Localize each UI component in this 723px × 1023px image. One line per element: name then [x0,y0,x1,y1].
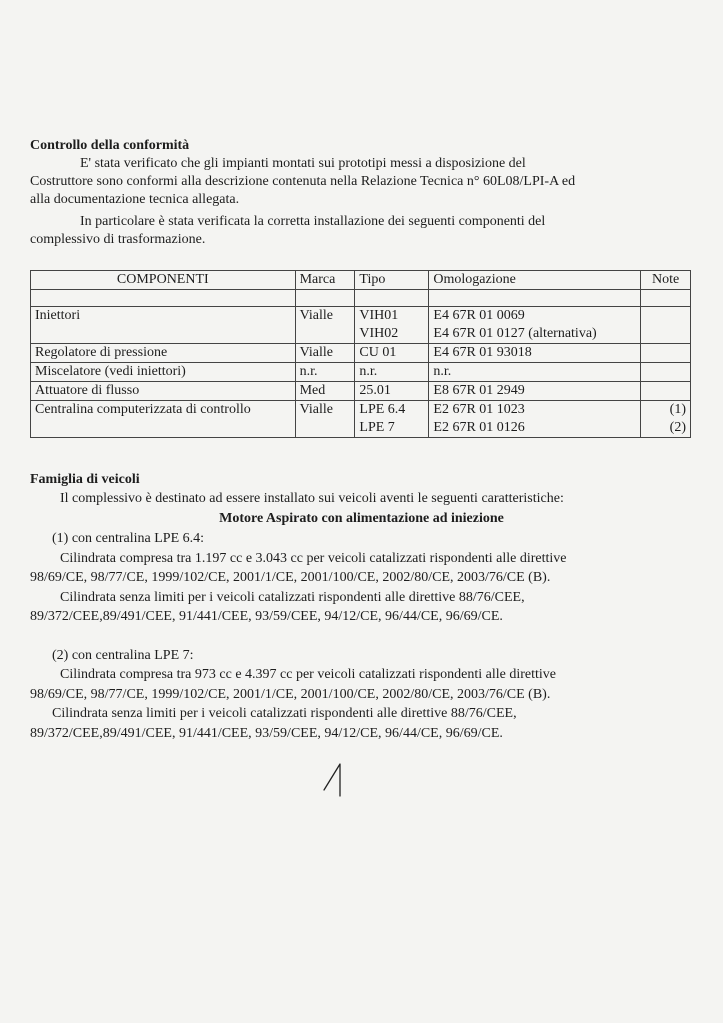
conformity-line: In particolare è stata verificata la corretta installazione dei seguenti componenti del [80,214,546,229]
famiglia-heading: Famiglia di veicoli [30,472,140,487]
cell-note [641,382,691,401]
cell-tipo [355,401,429,438]
page-number-handwritten [318,760,358,800]
header-tipo: Tipo [355,271,429,290]
group2-line: 98/69/CE, 98/77/CE, 1999/102/CE, 2001/1/CE, 2001/100/CE, 2002/80/CE, 2003/76/CE (B). [30,687,551,702]
group2-line: Cilindrata senza limiti per i veicoli catalizzati rispondenti alle direttive 88/76/CEE, [52,706,517,721]
famiglia-subheading: Motore Aspirato con alimentazione ad iniezione [219,511,504,526]
cell-tipo: CU 01 [355,344,429,363]
cell-componente: Attuatore di flusso [31,382,296,401]
group2-line: (2) con centralina LPE 7: [52,648,194,663]
header-omologazione: Omologazione [429,271,641,290]
conformity-line: alla documentazione tecnica allegata. [30,192,240,207]
cell-omologazione [429,401,641,438]
group2-line: 89/372/CEE,89/491/CEE, 91/441/CEE, 93/59/CEE, 94/12/CE, 96/44/CE, 96/69/CE. [30,726,503,741]
cell-omologazione [429,307,641,344]
omologazione-value: E2 67R 01 0126 [433,420,525,435]
omologazione-value: E4 67R 01 0127 (alternativa) [433,326,597,341]
cell-note [641,401,691,438]
header-note: Note [641,271,691,290]
cell-omologazione: E8 67R 01 2949 [429,382,641,401]
table-row [31,307,691,344]
group1-line: Cilindrata compresa tra 1.197 cc e 3.043 cc per veicoli catalizzati rispondenti alle direttive [60,551,567,566]
group1-line: (1) con centralina LPE 6.4: [52,531,205,546]
cell-marca: n.r. [295,363,355,382]
group1-line: 89/372/CEE,89/491/CEE, 91/441/CEE, 93/59/CEE, 94/12/CE, 96/44/CE, 96/69/CE. [30,609,503,624]
table-row [31,363,691,382]
cell-componente: Centralina computerizzata di controllo [31,401,296,438]
note-value: (1) [669,402,686,417]
cell-componente: Regolatore di pressione [31,344,296,363]
omologazione-value: E2 67R 01 1023 [433,402,525,417]
table-row [31,344,691,363]
tipo-value: LPE 7 [359,420,395,435]
header-componenti: COMPONENTI [31,271,296,290]
table-row [31,401,691,438]
header-marca: Marca [295,271,355,290]
cell-tipo: 25.01 [355,382,429,401]
cell-note [641,363,691,382]
cell-marca: Vialle [295,307,355,344]
cell-componente: Iniettori [31,307,296,344]
cell-tipo: n.r. [355,363,429,382]
cell-tipo [355,307,429,344]
cell-note [641,344,691,363]
group1-line: Cilindrata senza limiti per i veicoli catalizzati rispondenti alle direttive 88/76/CEE, [60,590,525,605]
note-value: (2) [669,420,686,435]
cell-marca: Med [295,382,355,401]
cell-omologazione: n.r. [429,363,641,382]
conformity-line: complessivo di trasformazione. [30,232,206,247]
famiglia-intro: Il complessivo è destinato ad essere installato sui veicoli aventi le seguenti caratteristiche: [60,491,564,506]
cell-marca: Vialle [295,401,355,438]
cell-note [641,307,691,344]
components-table [30,270,691,438]
tipo-value: LPE 6.4 [359,402,406,417]
cell-componente: Miscelatore (vedi iniettori) [31,363,296,382]
table-header-row [31,271,691,290]
conformity-line: Costruttore sono conformi alla descrizione contenuta nella Relazione Tecnica n° 60L08/LPI-A ed [30,174,576,189]
group1-line: 98/69/CE, 98/77/CE, 1999/102/CE, 2001/1/CE, 2001/100/CE, 2002/80/CE, 2003/76/CE (B). [30,570,551,585]
conformity-heading: Controllo della conformità [30,138,190,153]
table-row [31,382,691,401]
omologazione-value: E4 67R 01 0069 [433,308,525,323]
cell-marca: Vialle [295,344,355,363]
tipo-value: VIH01 [359,308,399,323]
tipo-value: VIH02 [359,326,399,341]
group2-line: Cilindrata compresa tra 973 cc e 4.397 cc per veicoli catalizzati rispondenti alle direttive [60,667,557,682]
table-row-empty [31,290,691,307]
conformity-line: E' stata verificato che gli impianti montati sui prototipi messi a disposizione del [80,156,526,171]
cell-omologazione: E4 67R 01 93018 [429,344,641,363]
